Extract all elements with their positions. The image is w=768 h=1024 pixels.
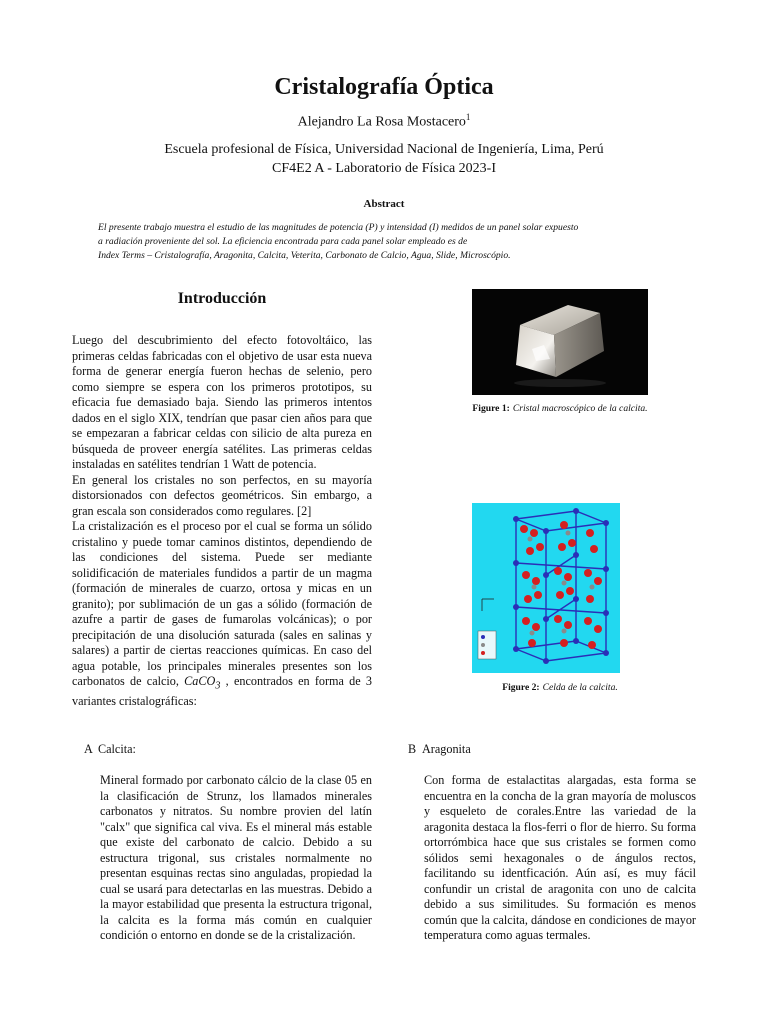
section-heading-introduccion: Introducción <box>177 290 267 307</box>
figure-1-caption-text: Cristal macroscópico de la calcita. <box>512 403 648 414</box>
index-terms: Index Terms – Cristalografía, Aragonita, Calcita, Veterita, Carbonato de Calcio, Agua, Slide, Microscópio. <box>98 250 511 261</box>
author-line <box>0 112 768 131</box>
paper-title: Cristalografía Óptica <box>274 74 494 100</box>
course-line: CF4E2 A - Laboratorio de Física 2023-I <box>272 161 496 176</box>
unit-cell-diagram <box>472 503 620 673</box>
subsection-a-label: A <box>84 742 93 756</box>
introduction-body <box>72 333 372 709</box>
subsection-heading-calcita <box>84 742 136 757</box>
author-name: Alejandro La Rosa Mostacero <box>297 114 466 130</box>
calcita-paragraph: Mineral formado por carbonato cálcio de la clase 05 en la clasificación de Strunz, los llamados minerales carbonatos y nitratos. Su nombre provien del latín "calx" que significa cal viva. Es el mineral más estable que existe del carbonato de calcio. Debido a su estructura trigonal, sus cristales normalmente no presentan esquinas rectas sino anguladas, propiedad la cual se usará para detectarlas en las muestras. Debido a la mayor estabilidad que presenta la estructura trigonal, la calcita es la forma más común en cualquier condición o entorno en donde se de la cristalización. <box>100 773 372 942</box>
figure-2-caption-text: Celda de la calcita. <box>542 682 618 693</box>
formula-text: CaCO <box>184 674 216 688</box>
aragonita-paragraph: Con forma de estalactitas alargadas, esta forma se encuentra en la concha de la gran mayoría de moluscos y esqueleto de corales.Entre las variedad de la aragonita destaca la flos-ferri o flor de hierro. Su forma ortorrómbica hace que sus cristales se formen como sólidos semi hexagonales o de ángulos rectos, facilitando su identficación. Aún así, es muy fácil confundir un cristal de aragonita con uno de calcita debido a sus similitudes. Su formación es menos común que la calcita, dándose en condiciones de mayor temperatura como aguas termales. <box>424 773 696 942</box>
intro-paragraph-2: En general los cristales no son perfectos, en su mayoría distorsionados con defectos geométricos. Sin embargo, a gran escala son considerados como regulares. [2] <box>72 472 372 518</box>
affiliation: Escuela profesional de Física, Universidad Nacional de Ingeniería, Lima, Perú <box>164 142 604 157</box>
intro-paragraph-3 <box>72 519 372 709</box>
subsection-b-title: Aragonita <box>422 742 471 756</box>
subsection-b-label: B <box>408 742 417 756</box>
aragonita-body <box>424 773 696 944</box>
figure-2-caption <box>410 682 710 693</box>
abstract-line-2: a radiación proveniente del sol. La eficiencia encontrada para cada panel solar empleado es de <box>98 236 468 247</box>
subsection-a-title: Calcita: <box>98 742 136 756</box>
abstract-heading: Abstract <box>363 198 405 210</box>
figure-2-label: Figure 2: <box>502 682 540 693</box>
abstract-line-1: El presente trabajo muestra el estudio de las magnitudes de potencia (P) y intensidad (I) medidos de un panel solar expuesto <box>98 222 579 233</box>
intro-p3-end: , encontrados en forma de 3 variantes cristalográficas: <box>72 674 373 708</box>
figure-1-calcite-photo <box>472 289 648 395</box>
subsection-heading-aragonita <box>408 742 471 757</box>
intro-paragraph-1: Luego del descubrimiento del efecto fotovoltáico, las primeras celdas fabricadas con el objetivo de usar esta nueva forma de generar energía fueron hechas de selenio, pero como siempre se espera con los primeros prototipos, su eficacia fue demasiado baja. Siendo las primeros intentos dados en el siglo XIX, tendrían que pasar cien años para que se empezaran a fabricar celdas con silicio de alta pureza en búsqueda de proveer energía satélites. Las primeras celdas instaladas en satélites tendrían 1 Watt de potencia. <box>72 333 372 471</box>
formula-caco3 <box>184 674 221 692</box>
calcita-body <box>100 773 372 944</box>
figure-1-label: Figure 1: <box>472 403 510 414</box>
formula-subscript: 3 <box>215 680 221 692</box>
calcite-crystal-illustration <box>472 289 648 395</box>
intro-p3-start: La cristalización es el proceso por el cual se forma un sólido cristalino y puede tomar caminos distintos, dependiendo de las condiciones del sistema. Puede ser mediante solidificación de materiales fundidos a partir de un magma (formación de minerales de cuarzo, ortosa y micas en un granito); por sublimación de un gas a sólido (formación de azufre a partir de gases de fumarolas volcánicas); o por precipitación de una disolución saturada (sales en salinas y salares) a partir de ciertas reacciones químicas. En caso del agua potable, los principales minerales presentes son los carbonatos de calcio, <box>72 519 372 688</box>
figure-2-calcite-cell <box>472 503 620 673</box>
author-affiliation-mark: 1 <box>465 112 471 122</box>
figure-1-caption <box>410 403 710 414</box>
